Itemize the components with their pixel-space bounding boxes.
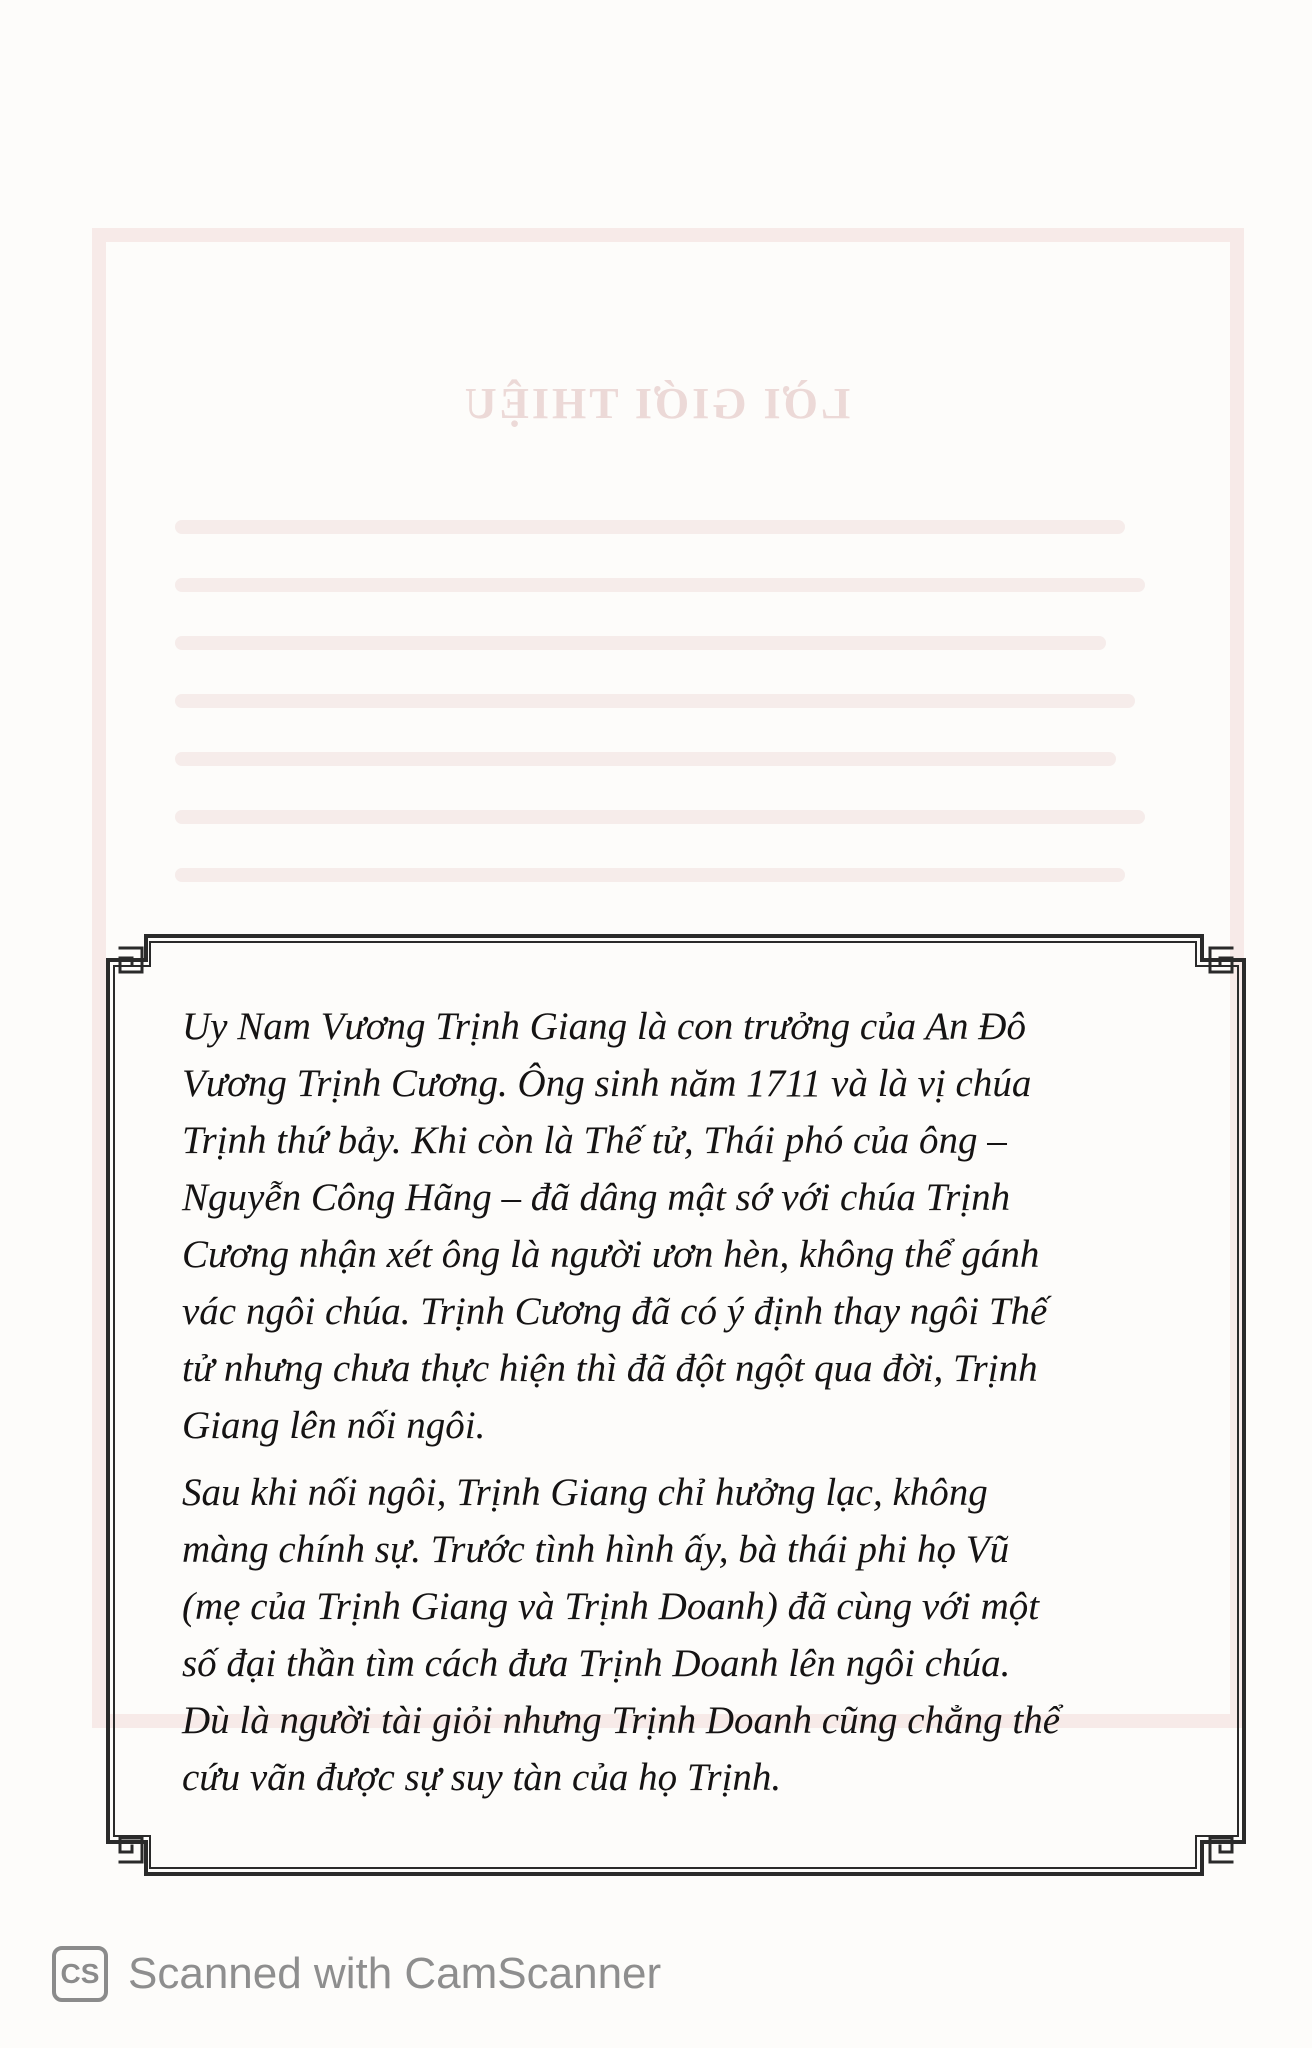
paragraph-2: Sau khi nối ngôi, Trịnh Giang chỉ hưởng lạc, không màng chính sự. Trước tình hình ấy, bà thái phi họ Vũ (mẹ của Trịnh Giang và Trịnh Doanh) đã cùng với một số đại thần tìm cách đưa Trịnh Doanh lên ngôi chúa. Dù là người tài giỏi nhưng Trịnh Doanh cũng chẳng thể cứu vãn được sự suy tàn của họ Trịnh.: [182, 1471, 1061, 1799]
body-text: [182, 998, 1177, 1806]
show-through-text-lines: [175, 520, 1165, 926]
camscanner-logo-icon: CS: [52, 1946, 108, 2002]
show-through-title: LỜI GIỚI THIỆU: [461, 379, 851, 428]
paragraph-1: Uy Nam Vương Trịnh Giang là con trưởng của An Đô Vương Trịnh Cương. Ông sinh năm 1711 và là vị chúa Trịnh thứ bảy. Khi còn là Thế tử, Thái phó của ông – Nguyễn Công Hãng – đã dâng mật sớ với chúa Trịnh Cương nhận xét ông là người ươn hèn, không thể gánh vác ngôi chúa. Trịnh Cương đã có ý định thay ngôi Thế tử nhưng chưa thực hiện thì đã đột ngột qua đời, Trịnh Giang lên nối ngôi.: [182, 1005, 1048, 1447]
text-frame: [102, 930, 1250, 1880]
camscanner-watermark: [52, 1944, 661, 2004]
watermark-text: Scanned with CamScanner: [128, 1949, 662, 1998]
